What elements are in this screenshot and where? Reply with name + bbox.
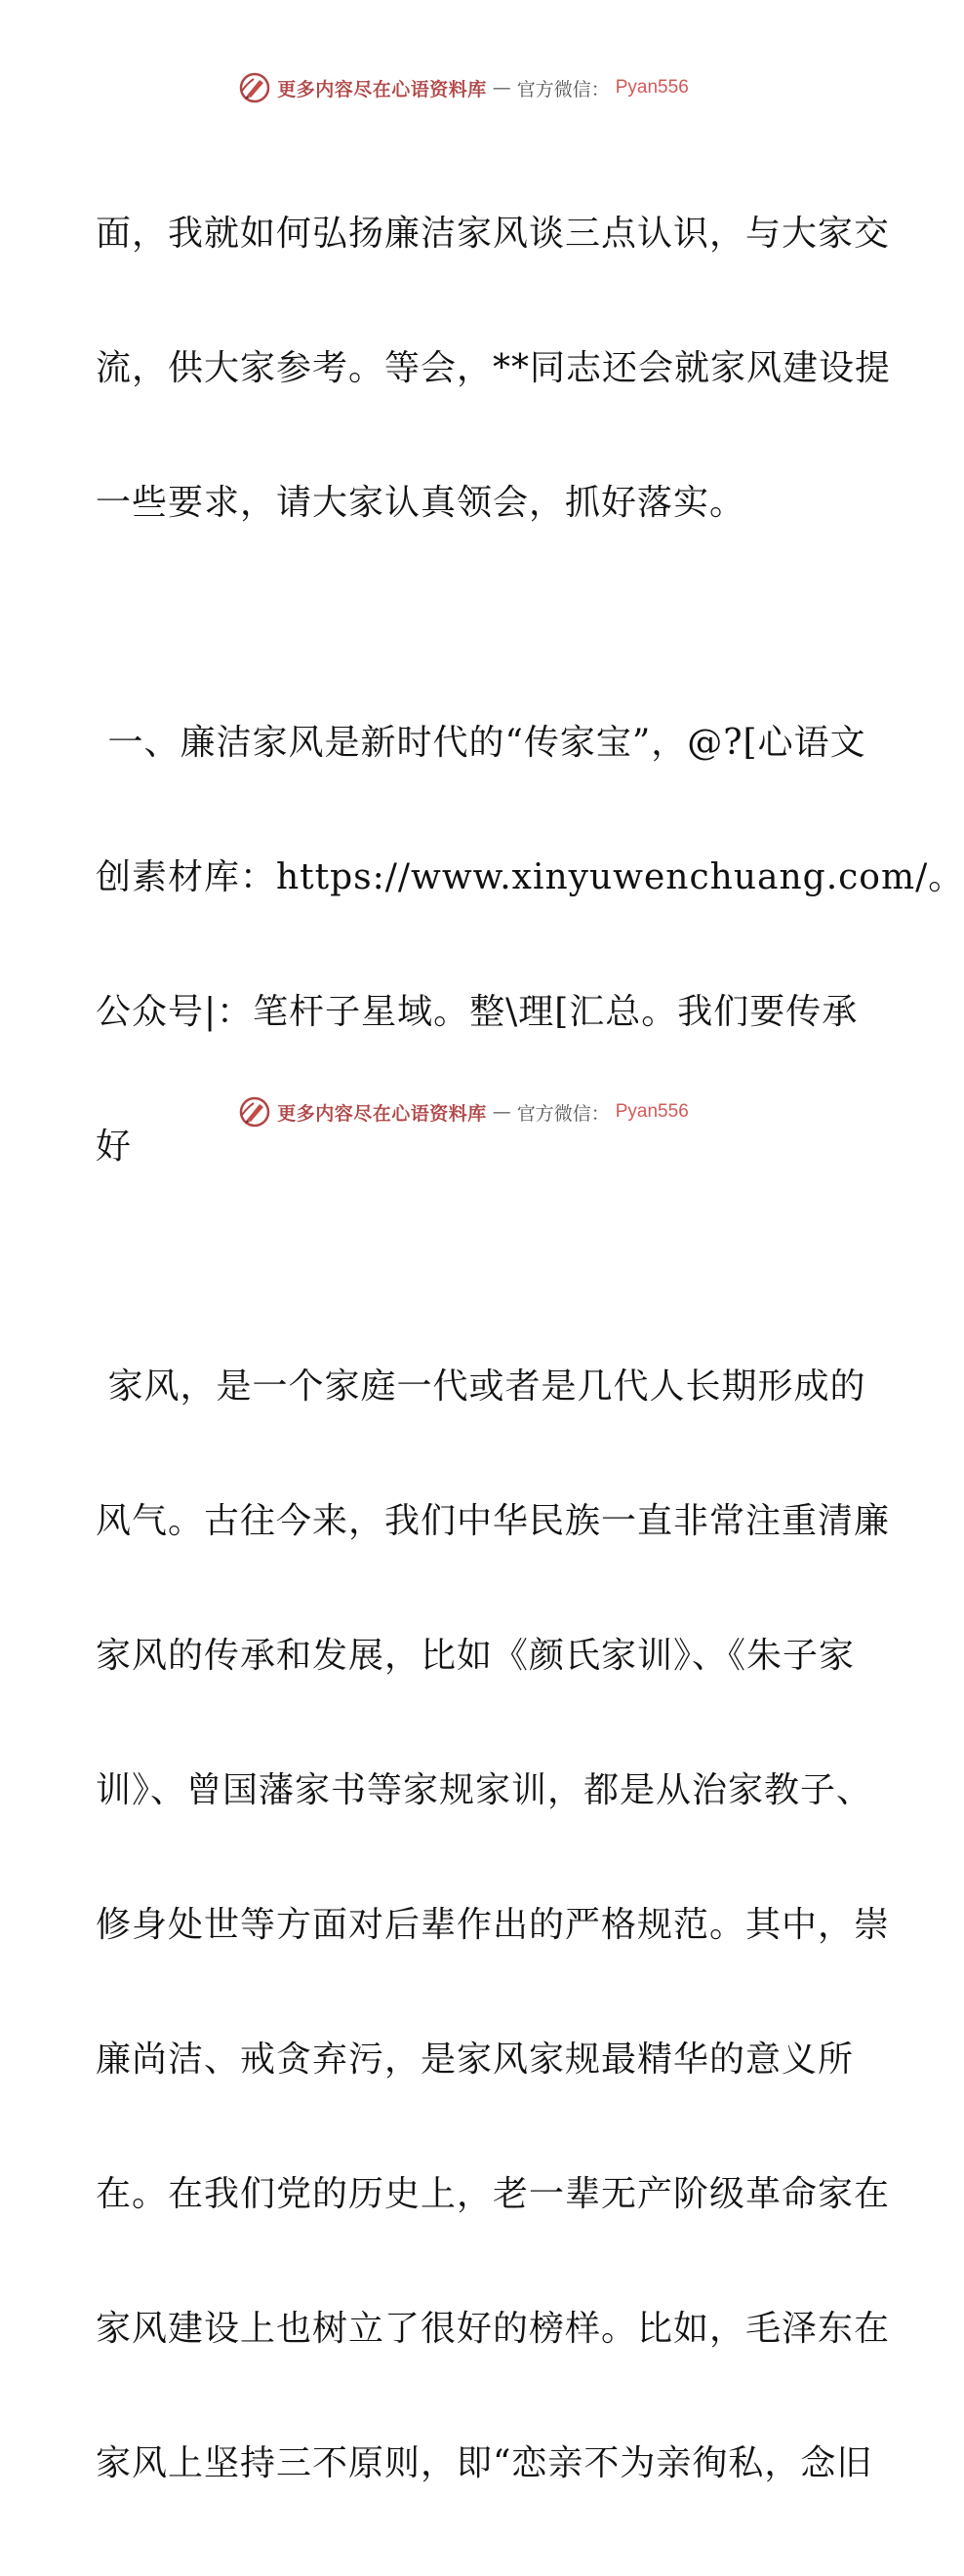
pen-logo-icon <box>238 71 271 104</box>
text-line: 廉尚洁、戒贪弃污，是家风家规最精华的意义所 <box>96 2040 855 2080</box>
header-separator: — <box>492 77 511 99</box>
header-promo-text: 更多内容尽在心语资料库 <box>277 78 487 100</box>
footer-contact-label: 官方微信： <box>516 1102 610 1125</box>
text-line: 面，我就如何弘扬廉洁家风谈三点认识，与大家交 <box>96 214 891 254</box>
header-contact-label: 官方微信： <box>516 78 610 100</box>
text-line: 家风的传承和发展，比如《颜氏家训》、《朱子家 <box>96 1636 856 1676</box>
paragraph-intro <box>96 122 892 615</box>
text-line: 一、廉洁家风是新时代的“传家宝”，@?[心语文 <box>96 723 866 763</box>
paragraph-family-style <box>96 1275 891 2576</box>
text-line: 修身处世等方面对后辈作出的严格规范。其中，崇 <box>96 1905 891 1945</box>
document-body <box>96 122 964 2576</box>
header-banner <box>0 70 927 105</box>
text-line: 家风建设上也树立了很好的榜样。比如，毛泽东在 <box>96 2309 891 2349</box>
text-line: 训》、曾国藩家书等家规家训，都是从治家教子、 <box>96 1770 873 1810</box>
footer-promo-text: 更多内容尽在心语资料库 <box>277 1102 487 1125</box>
text-line: 流，供大家参考。等会，**同志还会就家风建设提 <box>96 348 892 388</box>
text-line: 一些要求，请大家认真领会，抓好落实。 <box>96 483 746 523</box>
text-line: 好 <box>96 1127 133 1167</box>
footer-separator: — <box>492 1101 511 1123</box>
footer-banner <box>0 1094 927 1129</box>
text-line: 家风上坚持三不原则，即“恋亲不为亲徇私，念旧 <box>96 2443 873 2483</box>
paragraph-heading-one <box>96 631 964 1259</box>
text-line: 风气。古往今来，我们中华民族一直非常注重清廉 <box>96 1501 891 1541</box>
footer-contact-id: Pyan556 <box>615 1101 689 1122</box>
header-contact-id: Pyan556 <box>615 77 689 98</box>
text-line: 家风，是一个家庭一代或者是几代人长期形成的 <box>96 1367 866 1407</box>
text-line: 在。在我们党的历史上，老一辈无产阶级革命家在 <box>96 2174 891 2214</box>
text-line: 公众号|：笔杆子星域。整\理[汇总。我们要传承 <box>96 992 859 1032</box>
pen-logo-icon <box>238 1095 271 1129</box>
text-line: 创素材库：https://www.xinyuwenchuang.com/。 <box>96 857 964 897</box>
